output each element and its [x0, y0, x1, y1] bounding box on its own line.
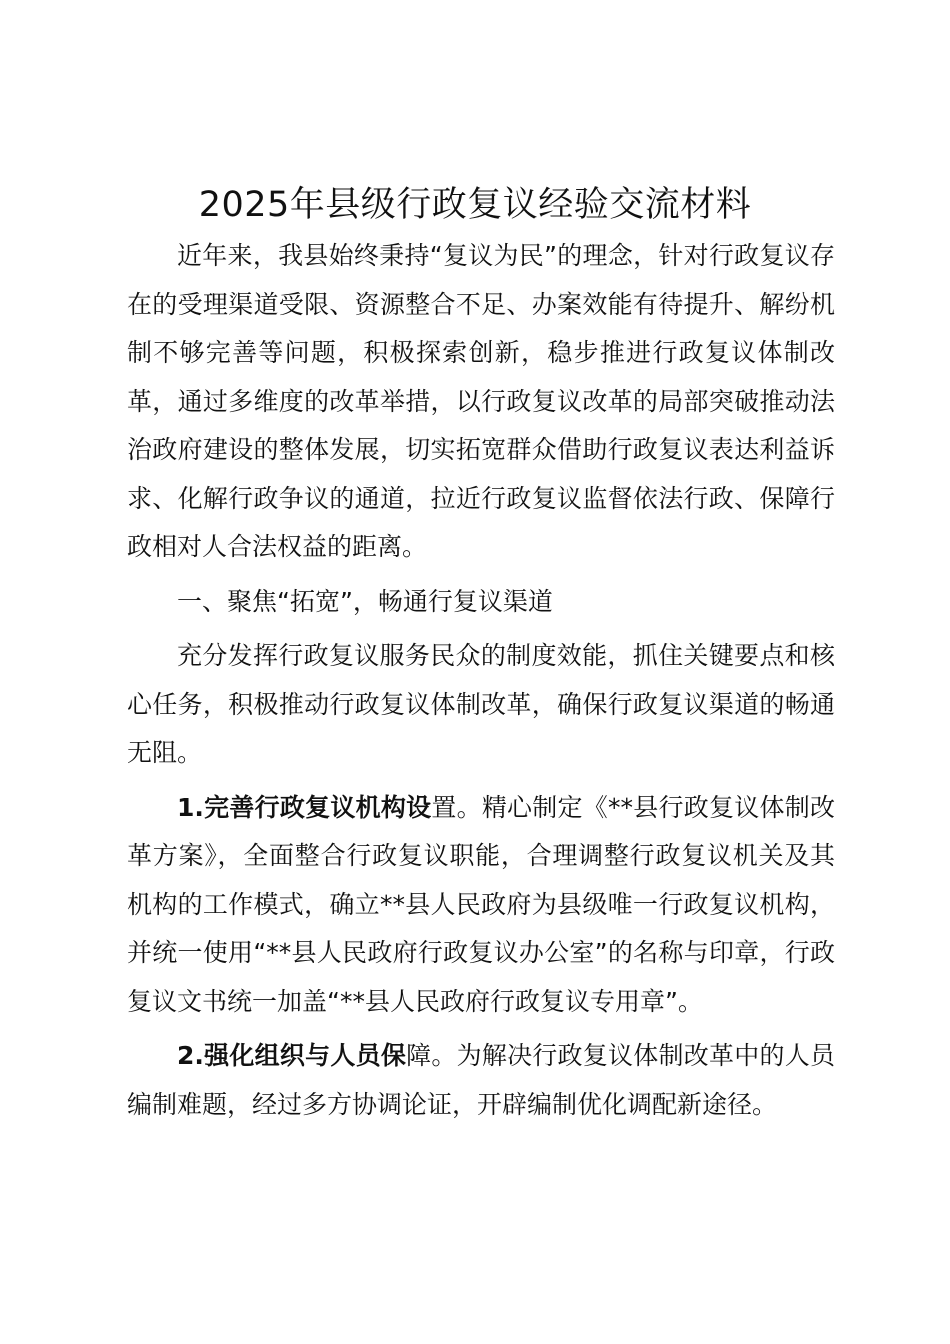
intro-paragraph: 近年来，我县始终秉持“复议为民”的理念，针对行政复议存在的受理渠道受限、资源整合不足、办案效能有待提升、解纷机制不够完善等问题，积极探索创新，稳步推进行政复议体制改革，通过多维度的改革举措，以行政复议改革的局部突破推动法治政府建设的整体发展，切实拓宽群众借助行政复议表达利益诉求、化解行政争议的通道，拉近行政复议监督依法行政、保障行政相对人合法权益的距离。 [127, 241, 835, 561]
item-paragraph-1 [127, 784, 835, 1027]
section-lead-paragraph: 充分发挥行政复议服务民众的制度效能，抓住关键要点和核心任务，积极推动行政复议体制改革，确保行政复议渠道的畅通无阻。 [127, 641, 835, 767]
item-title-1: 1.完善行政复议机构设 [177, 792, 432, 822]
section-heading: 一、聚焦“拓宽”，畅通行复议渠道 [177, 586, 553, 616]
document-body [127, 232, 835, 1129]
document-title: 2025年县级行政复议经验交流材料 [198, 185, 752, 225]
item-text-1: 置。精心制定《**县行政复议体制改革方案》，全面整合行政复议职能，合理调整行政复议机关及其机构的工作模式，确立**县人民政府为县级唯一行政复议机构，并统一使用“**县人民政府行政复议办公室”的名称与印章，行政复议文书统一加盖“**县人民政府行政复议专用章”。 [127, 792, 835, 1016]
item-paragraph-2 [127, 1032, 835, 1129]
item-text-2: 障。为解决行政复议体制改革中的人员编制难题，经过多方协调论证，开辟编制优化调配新途径。 [127, 1041, 835, 1119]
item-title-2: 2.强化组织与人员保 [177, 1041, 407, 1070]
